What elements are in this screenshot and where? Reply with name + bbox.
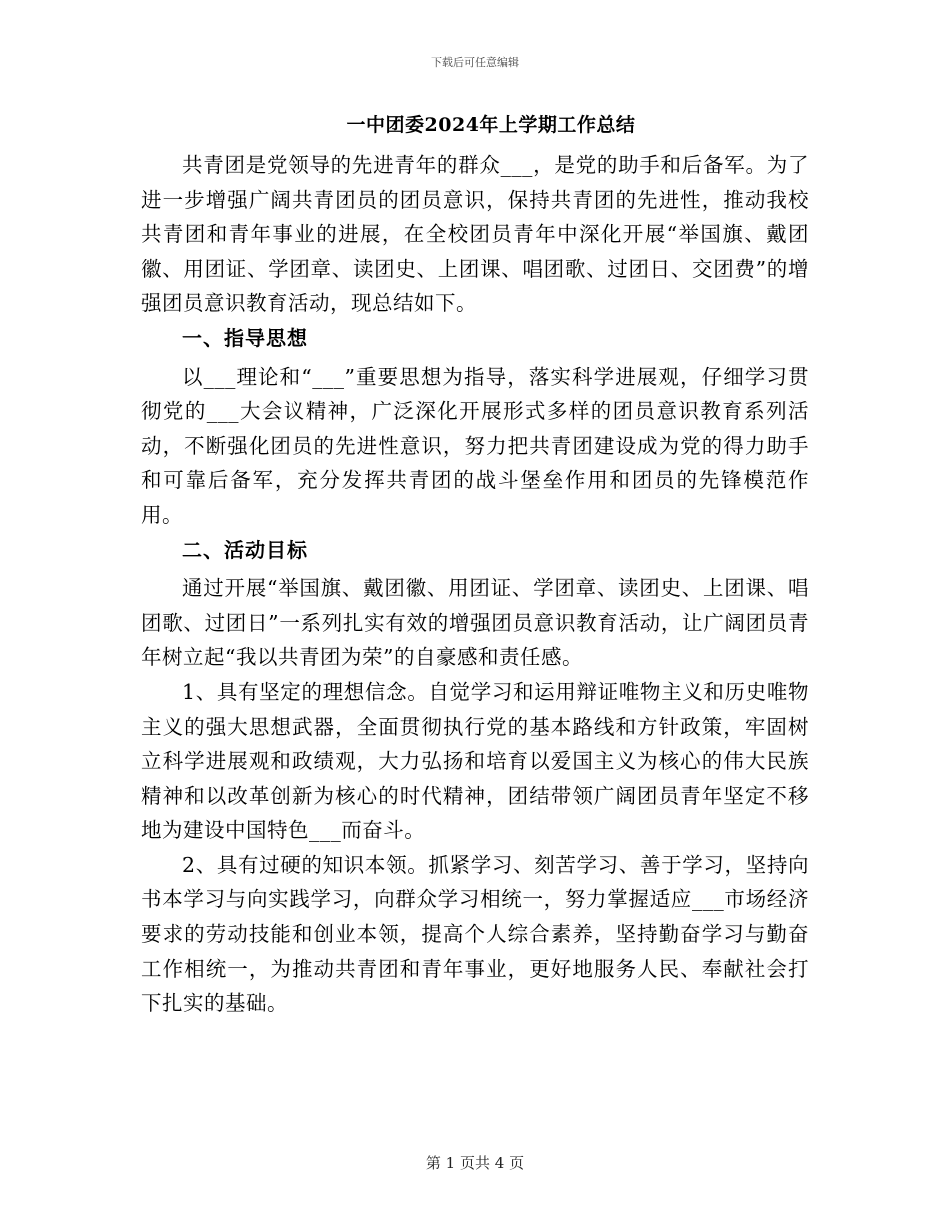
header-note: 下载后可任意编辑 — [431, 56, 519, 69]
section-heading-guiding-thought: 一、指导思想 — [182, 325, 308, 350]
page-number: 第 1 页共 4 页 — [425, 1154, 525, 1172]
section-heading-activity-goals: 二、活动目标 — [182, 537, 308, 562]
activity-goals-paragraph: 通过开展“举国旗、戴团徽、用团证、学团章、读团史、上团课、唱团歌、过团日”一系列扎实有效的增强团员意识教育活动，让广阔团员青年树立起“我以共青团为荣”的自豪感和责任感。 — [141, 576, 809, 670]
goal-item-1: 1、具有坚定的理想信念。自觉学习和运用辩证唯物主义和历史唯物主义的强大思想武器，全面贯彻执行党的基本路线和方针政策，牢固树立科学进展观和政绩观，大力弘扬和培育以爱国主义为核心的伟大民族精神和以改革创新为核心的时代精神，团结带领广阔团员青年坚定不移地为建设中国特色___而奋斗。 — [141, 679, 809, 843]
intro-paragraph: 共青团是党领导的先进青年的群众___，是党的助手和后备军。为了进一步增强广阔共青团员的团员意识，保持共青团的先进性，推动我校共青团和青年事业的进展，在全校团员青年中深化开展“举国旗、戴团徽、用团证、学团章、读团史、上团课、唱团歌、过团日、交团费”的增强团员意识教育活动，现总结如下。 — [141, 153, 809, 316]
goal-item-2: 2、具有过硬的知识本领。抓紧学习、刻苦学习、善于学习，坚持向书本学习与向实践学习，向群众学习相统一，努力掌握适应___市场经济要求的劳动技能和创业本领，提高个人综合素养，坚持勤奋学习与勤奋工作相统一，为推动共青团和青年事业，更好地服务人民、奉献社会打下扎实的基础。 — [141, 852, 809, 1016]
guiding-thought-paragraph: 以___理论和“___”重要思想为指导，落实科学进展观，仔细学习贯彻党的___大会议精神，广泛深化开展形式多样的团员意识教育系列活动，不断强化团员的先进性意识，努力把共青团建设成为党的得力助手和可靠后备军，充分发挥共青团的战斗堡垒作用和团员的先锋模范作用。 — [141, 364, 809, 527]
document-title: 一中团委2024年上学期工作总结 — [346, 114, 636, 136]
document-body — [141, 108, 809, 1021]
